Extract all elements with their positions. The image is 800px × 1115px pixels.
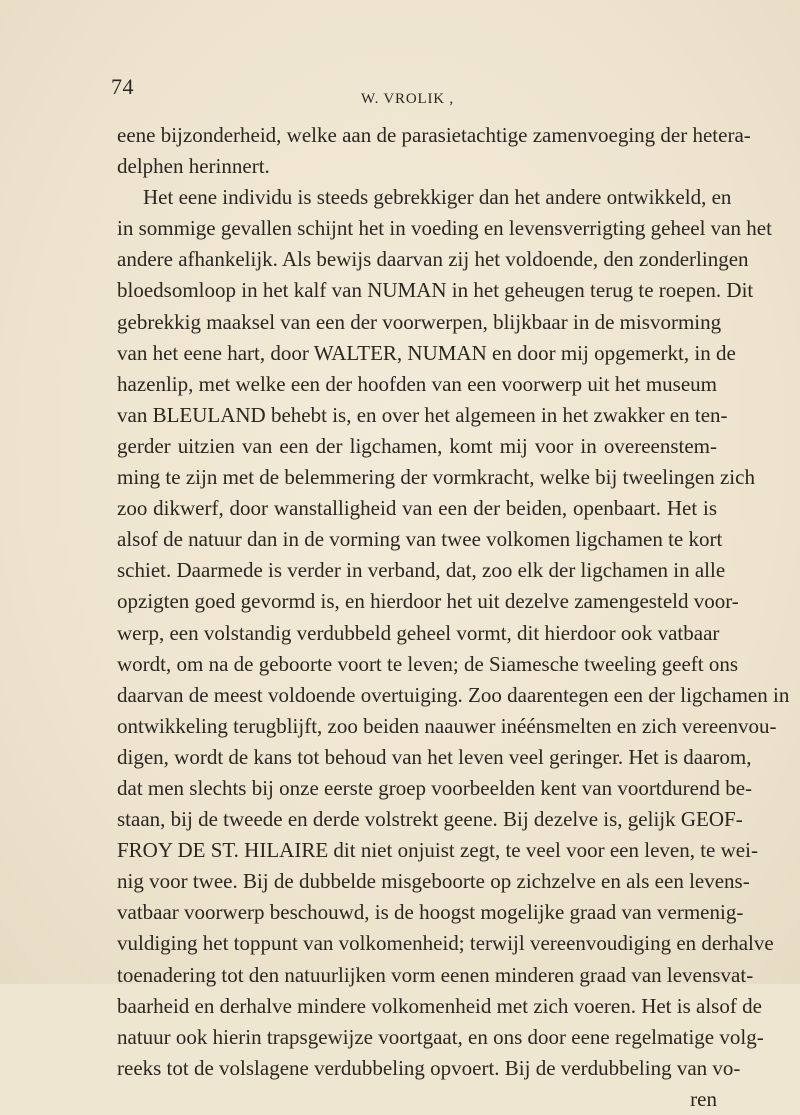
text-line: Het eene individu is steeds gebrekkiger dan het andere ontwikkeld, en bbox=[143, 185, 732, 210]
text-line: digen, wordt de kans tot behoud van het leven veel geringer. Het is daarom, bbox=[117, 744, 752, 769]
running-head: W. VROLIK , bbox=[361, 91, 454, 107]
text-line: wordt, om na de geboorte voort te leven; de Siamesche tweeling geeft ons bbox=[117, 651, 739, 676]
text-line: toenadering tot den natuurlijken vorm eenen minderen graad van levensvat- bbox=[117, 962, 754, 987]
text-line: FROY DE ST. HILAIRE dit niet onjuist zegt, te veel voor een leven, te wei- bbox=[117, 838, 758, 863]
text-line: ming te zijn met de belemmering der vormkracht, welke bij tweelingen zich bbox=[117, 465, 755, 490]
text-line: vatbaar voorwerp beschouwd, is de hoogst mogelijke graad van vermenig- bbox=[117, 900, 744, 925]
text-line: van BLEULAND behebt is, en over het algemeen in het zwakker en ten- bbox=[117, 402, 728, 427]
body-text bbox=[117, 120, 790, 1115]
text-line: dat men slechts bij onze eerste groep voorbeelden kent van voortdurend be- bbox=[117, 775, 753, 800]
text-line: natuur ook hierin trapsgewijze voortgaat, en ons door eene regelmatige volg- bbox=[117, 1024, 764, 1049]
text-line: staan, bij de tweede en derde volstrekt geene. Bij dezelve is, gelijk GEOF- bbox=[117, 807, 743, 832]
text-line: gebrekkig maaksel van een der voorwerpen, blijkbaar in de misvorming bbox=[117, 309, 722, 334]
text-line: reeks tot de volslagene verdubbeling opvoert. Bij de verdubbeling van vo- bbox=[117, 1055, 741, 1080]
text-line: werp, een volstandig verdubbeld geheel vormt, dit hierdoor ook vatbaar bbox=[117, 620, 720, 645]
text-line: zoo dikwerf, door wanstalligheid van een der beiden, openbaart. Het is bbox=[117, 496, 717, 521]
text-line: alsof de natuur dan in de vorming van twee volkomen ligchamen te kort bbox=[117, 527, 723, 552]
text-line: nig voor twee. Bij de dubbelde misgeboorte op zichzelve en als een levens- bbox=[117, 869, 750, 894]
text-line: baarheid en derhalve mindere volkomenheid met zich voeren. Het is alsof de bbox=[117, 993, 762, 1018]
page-number: 74 bbox=[111, 74, 134, 99]
text-line: hazenlip, met welke een der hoofden van een voorwerp uit het museum bbox=[117, 371, 717, 396]
text-line: vuldiging het toppunt van volkomenheid; terwijl vereenvoudiging en derhalve bbox=[117, 931, 774, 956]
text-line: ontwikkeling terugblijft, zoo beiden naauwer inéénsmelten en zich vereenvou- bbox=[117, 713, 777, 738]
catchword: ren bbox=[690, 1086, 717, 1111]
text-line: gerder uitzien van een der ligchamen, komt mij voor in overeenstem- bbox=[117, 433, 717, 458]
text-line: delphen herinnert. bbox=[117, 154, 270, 179]
text-line: andere afhankelijk. Als bewijs daarvan zij het voldoende, den zonderlingen bbox=[117, 247, 749, 272]
text-line: in sommige gevallen schijnt het in voeding en levensverrigting geheel van het bbox=[117, 216, 772, 241]
text-line: schiet. Daarmede is verder in verband, dat, zoo elk der ligchamen in alle bbox=[117, 558, 726, 583]
text-line: eene bijzonderheid, welke aan de parasietachtige zamenvoeging der hetera- bbox=[117, 123, 751, 147]
text-line: van het eene hart, door WALTER, NUMAN en door mij opgemerkt, in de bbox=[117, 340, 736, 365]
text-line: daarvan de meest voldoende overtuiging. Zoo daarentegen een der ligchamen in bbox=[117, 682, 790, 707]
text-line: bloedsomloop in het kalf van NUMAN in het geheugen terug te roepen. Dit bbox=[117, 278, 754, 303]
text-line: opzigten goed gevormd is, en hierdoor het uit dezelve zamengesteld voor- bbox=[117, 589, 739, 614]
